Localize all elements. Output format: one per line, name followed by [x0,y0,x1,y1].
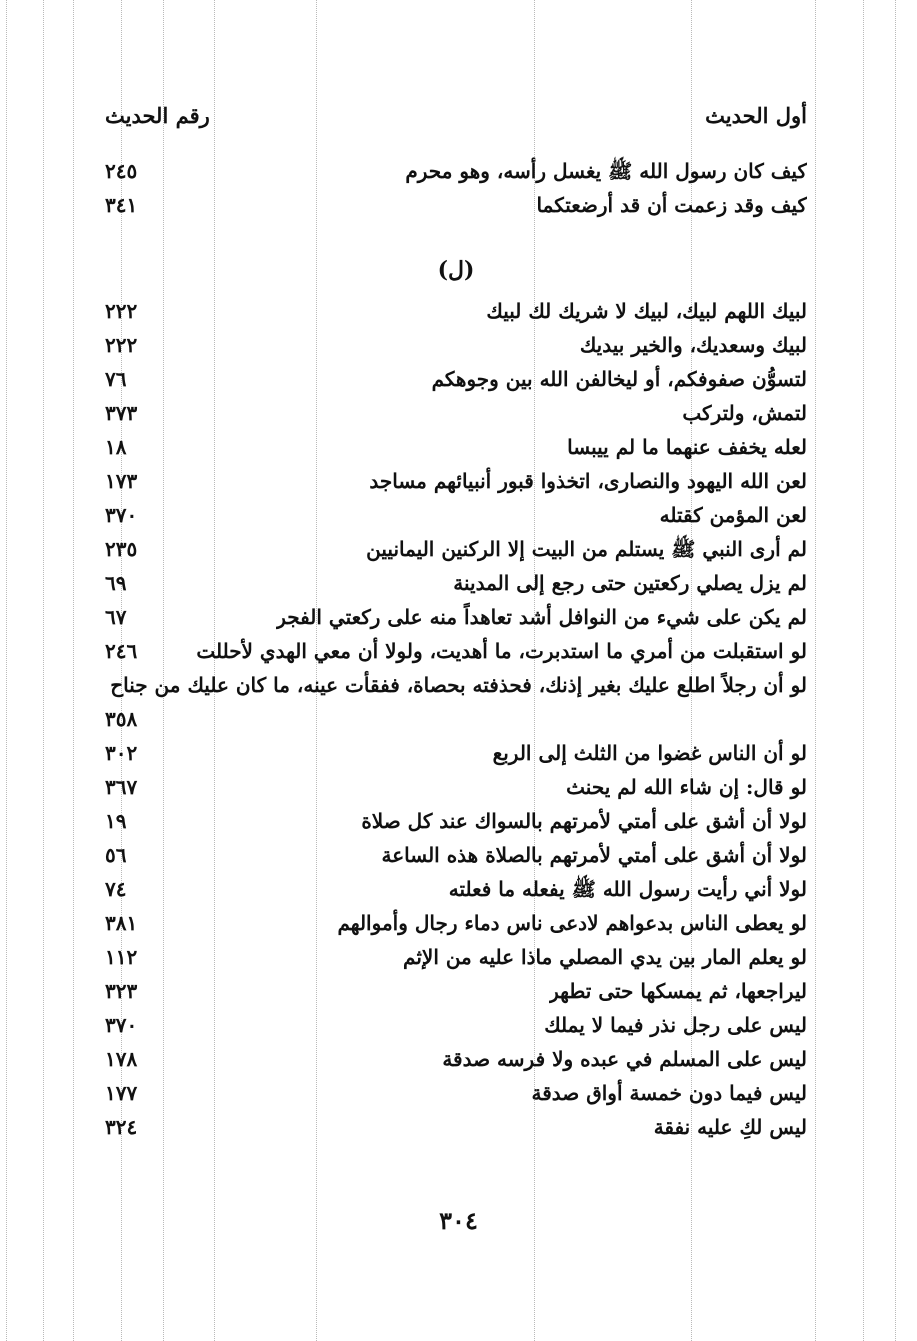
entry-text: لولا أن أشق على أمتي لأمرتهم بالصلاة هذه الساعة [381,843,807,867]
entry-number: ٣٧٣ [105,401,138,425]
entry-text: لم أرى النبي ﷺ يستلم من البيت إلا الركنين اليمانيين [366,537,807,561]
scan-guide-line [43,0,44,1341]
entry-number: ١٩ [105,809,127,833]
entry-number: ٣٢٤ [105,1115,138,1139]
page-number: ٣٠٤ [439,1206,478,1235]
entry-number: ٥٦ [105,843,127,867]
entry-text: ليس على المسلم في عبده ولا فرسه صدقة [442,1047,807,1071]
entry-number: ٢٤٦ [105,639,138,663]
entry-text: لولا أن أشق على أمتي لأمرتهم بالسواك عند كل صلاة [361,809,807,833]
entry-number: ١١٢ [105,945,138,969]
index-entry [105,838,807,872]
index-entry [105,940,807,974]
entry-number: ١٨ [105,435,127,459]
entry-number: ٣٨١ [105,911,138,935]
entry-text: لم يزل يصلي ركعتين حتى رجع إلى المدينة [453,571,807,595]
index-entry [105,188,807,222]
index-entry [105,328,807,362]
entry-text: لو يعلم المار بين يدي المصلي ماذا عليه من الإثم [403,945,807,969]
entry-number: ٧٦ [105,367,127,391]
index-entry [105,566,807,600]
entry-text: لم يكن على شيء من النوافل أشد تعاهداً منه على ركعتي الفجر [276,605,807,629]
index-entry [105,634,807,668]
index-entry [105,770,807,804]
entry-number: ٦٧ [105,605,127,629]
index-entry [105,736,807,770]
entry-number: ٣٢٣ [105,979,138,1003]
entry-text: لو أن الناس غضوا من الثلث إلى الربع [492,741,807,765]
entry-text: لتمش، ولتركب [682,401,807,425]
entry-text: لو يعطى الناس بدعواهم لادعى ناس دماء رجال وأموالهم [337,911,807,935]
entry-text: ليراجعها، ثم يمسكها حتى تطهر [549,979,807,1003]
index-entry [105,872,807,906]
index-entry [105,600,807,634]
index-entry [105,1076,807,1110]
index-entry [105,294,807,328]
index-header [105,101,807,131]
entry-number: ٢٢٢ [105,333,138,357]
entry-text: ليس لكِ عليه نفقة [653,1115,807,1139]
entry-text: لعن المؤمن كقتله [659,503,807,527]
entry-text: لتسوُّن صفوفكم، أو ليخالفن الله بين وجوهكم [431,367,807,391]
index-entry [105,906,807,940]
entry-number: ٧٤ [105,877,127,901]
index-entry [105,532,807,566]
entry-number: ١٧٧ [105,1081,138,1105]
index-entry [105,668,807,736]
entry-text: كيف كان رسول الله ﷺ يغسل رأسه، وهو محرم [405,159,807,183]
index-entry [105,1110,807,1144]
section-gap [105,222,807,246]
entry-number: ٢٢٢ [105,299,138,323]
hadith-index-list [105,154,807,1144]
entry-text: ليس فيما دون خمسة أواق صدقة [531,1081,807,1105]
entry-number: ٣٠٢ [105,741,138,765]
entry-number: ٣٤١ [105,193,138,217]
scan-guide-line [895,0,896,1341]
entry-number: ٣٧٠ [105,1013,138,1037]
entry-number: ٦٩ [105,571,127,595]
entry-number: ٢٣٥ [105,537,138,561]
entry-text: لعن الله اليهود والنصارى، اتخذوا قبور أنبيائهم مساجد [369,469,807,493]
entry-text: كيف وقد زعمت أن قد أرضعتكما [536,193,807,217]
index-entry [105,1008,807,1042]
index-entry [105,804,807,838]
entry-text: لولا أني رأيت رسول الله ﷺ يفعله ما فعلته [448,877,807,901]
entry-number: ٣٦٧ [105,775,138,799]
index-entry [105,974,807,1008]
entry-text: لو أن رجلاً اطلع عليك بغير إذنك، فحذفته بحصاة، ففقأت عينه، ما كان عليك من جناح [110,673,807,697]
index-entry [105,430,807,464]
entry-text: لبيك وسعديك، والخير بيديك [579,333,807,357]
letter-section-heading: (ل) [437,257,475,283]
index-entry [105,464,807,498]
entry-text: لعله يخفف عنهما ما لم ييبسا [567,435,807,459]
entry-number: ٢٤٥ [105,159,138,183]
index-entry [105,498,807,532]
first-words-column-heading: أول الحديث [705,103,807,128]
scan-guide-line [815,0,816,1341]
entry-text: لبيك اللهم لبيك، لبيك لا شريك لك لبيك [486,299,807,323]
number-column-heading: رقم الحديث [105,103,210,128]
entry-text: لو قال: إن شاء الله لم يحنث [566,775,807,799]
index-entry [105,1042,807,1076]
scan-guide-line [863,0,864,1341]
entry-number: ٣٥٨ [105,707,138,731]
index-entry [105,396,807,430]
entry-text: لو استقبلت من أمري ما استدبرت، ما أهديت، ولولا أن معي الهدي لأحللت [196,639,807,663]
scan-guide-line [73,0,74,1341]
entry-number: ٣٧٠ [105,503,138,527]
scan-guide-line [6,0,7,1341]
entry-number: ١٧٣ [105,469,138,493]
index-entry [105,154,807,188]
entry-text: ليس على رجل نذر فيما لا يملك [544,1013,807,1037]
index-entry [105,362,807,396]
entry-number: ١٧٨ [105,1047,138,1071]
